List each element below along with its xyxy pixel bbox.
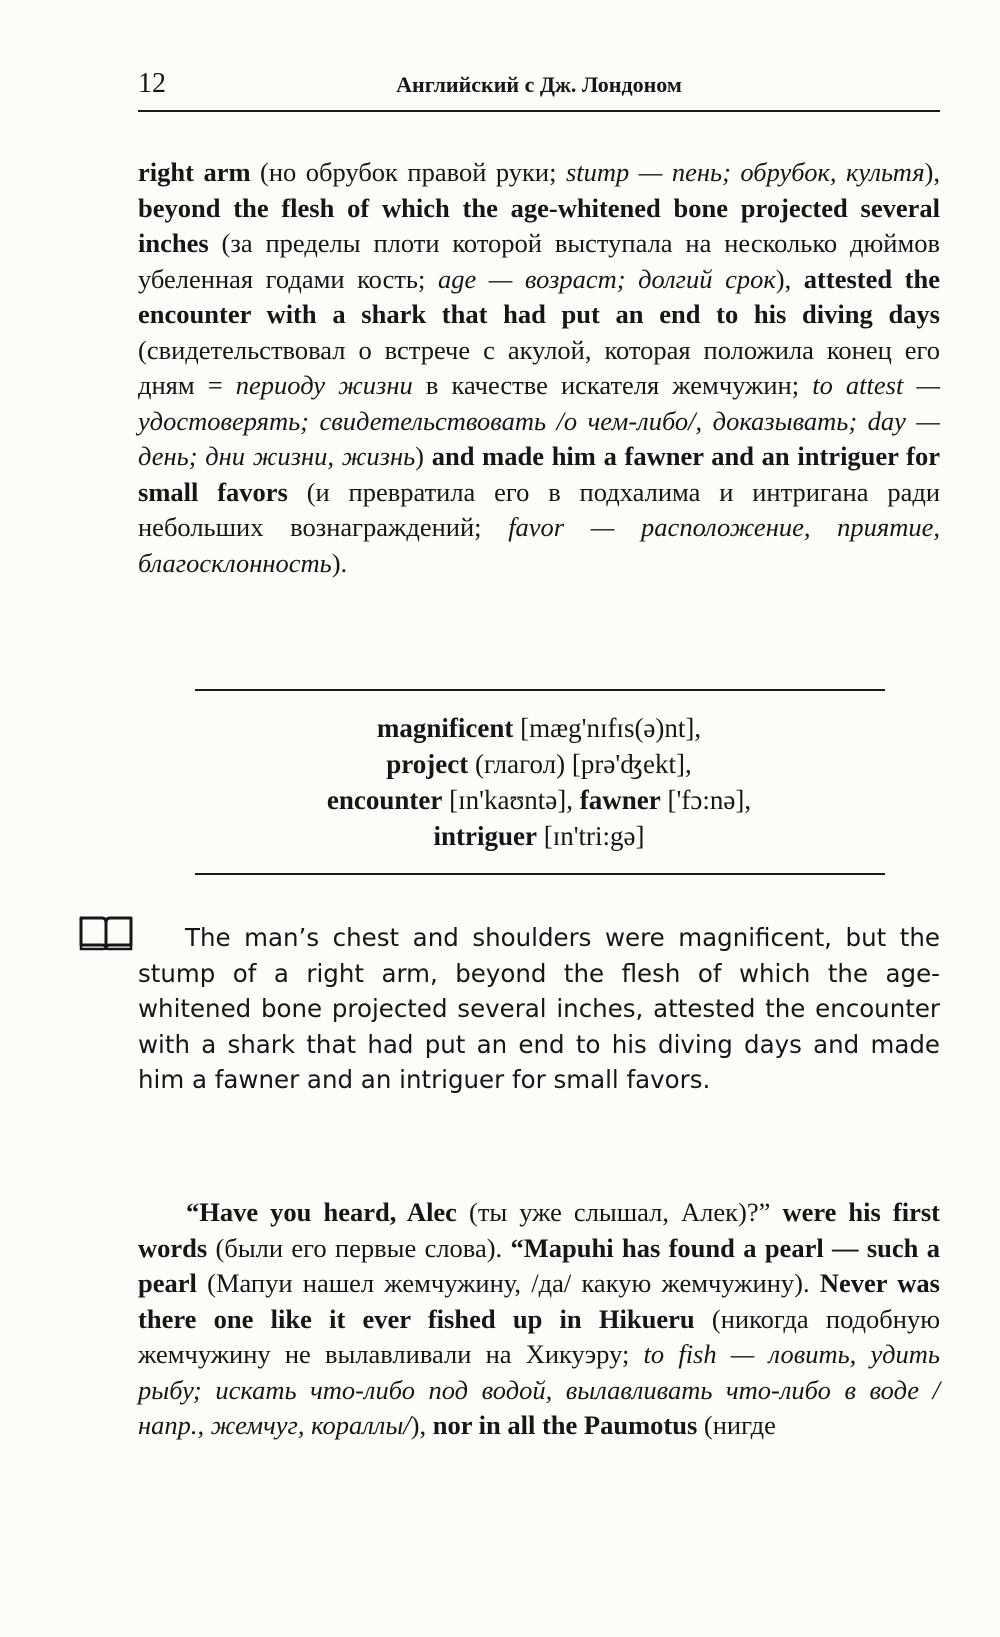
gloss-text: периоду жизни [235,370,413,400]
headword-text: right arm [138,157,251,187]
headword-text: magnificent [376,713,514,743]
gloss-text: favor — расположение, приятие, благосклонность [138,512,940,578]
translation-text: в качестве искателя жемчужин; [412,370,813,400]
headword-text: nor in all the Paumotus [432,1410,698,1440]
translation-text: (за пределы плоти которой выступала на несколько дюймов убеленная годами кость; [138,228,940,294]
translation-text: ). [331,547,348,578]
open-book-icon [78,915,134,951]
translation-text: (свидетельствовал о встрече с акулой, которая положила конец его дням = [138,334,940,400]
gloss-text: stump — пень; обрубок, культя [565,157,925,187]
translation-text: (но обрубок правой руки; [250,157,566,187]
translation-text: [mæg'nɪfɪs(ə)nt], [513,713,702,743]
headword-text: “Mapuhi has found a pearl — such a pearl [138,1232,941,1298]
translation-text: (никогда подобную жемчужину не вылавливали на Хикуэру; [138,1303,940,1369]
headword-text: “Have you heard, Alec [186,1197,457,1227]
headword-text: beyond the flesh of which the age-whitened bone projected several inches [138,192,940,258]
pronunciation-line [138,818,940,854]
divider-bottom [195,873,885,875]
headword-text: fawner [579,785,661,815]
translation-text: ), [410,1410,433,1440]
headword-text: were his first words [138,1197,940,1263]
pronunciation-block [138,710,940,854]
translation-text: ['fɔ:nə], [660,785,752,815]
translation-text: [ɪn'tri:gə] [536,821,645,851]
divider-top [195,689,885,691]
commentary-paragraph [138,155,940,581]
pronunciation-line [138,782,940,818]
translation-text: (ты уже слышал, Алек)?” [456,1197,783,1227]
gloss-text: to fish — ловить, удить рыбу; искать что-либо под водой, вылавливать что-либо в воде /напр., жемчуг, кораллы/ [138,1339,940,1440]
translation-text: ) [415,441,432,471]
translation-text: (Мапуи нашел жемчужину, /да/ какую жемчужину). [196,1268,820,1298]
headword-text: encounter [326,785,443,815]
translation-text: (нигде [697,1410,776,1440]
pronunciation-line [138,746,940,782]
translation-text: ), [924,157,940,187]
headword-text: project [386,749,469,779]
original-english-text: The man’s chest and shoulders were magnificent, but the stump of a right arm, beyond the flesh of which the age-whitened bone projected several inches, attested the encounter with a shark that had put an end to his diving days and made him a fawner and an intriguer for small favors. [138,923,940,1094]
headword-text: intriguer [433,821,537,851]
gloss-text: age — возраст; долгий срок [437,263,776,294]
page-header [138,58,940,112]
pronunciation-line [138,710,940,746]
page-number: 12 [138,68,166,99]
headword-text: Never was there one like it ever fished up in Hikueru [138,1268,940,1334]
gloss-text: to attest — удостоверять; свидетельствовать /о чем-либо/, доказывать; day — день; дни жизни, жизнь [138,370,941,471]
translation-text: (и превратила его в подхалима и интригана ради небольших вознаграждений; [138,476,940,542]
translation-text: ), [775,263,804,294]
headword-text: and made him a fawner and an intriguer for small favors [138,441,941,507]
headword-text: attested the encounter with a shark that had put an end to his diving days [138,263,940,329]
running-title: Английский с Дж. Лондоном [396,72,682,97]
translation-text: (были его первые слова). [207,1232,511,1263]
translation-text: (глагол) [prə'ʤekt], [468,749,692,779]
commentary-paragraph [138,1195,940,1444]
translation-text: [ɪn'kaʊntə], [442,785,580,815]
